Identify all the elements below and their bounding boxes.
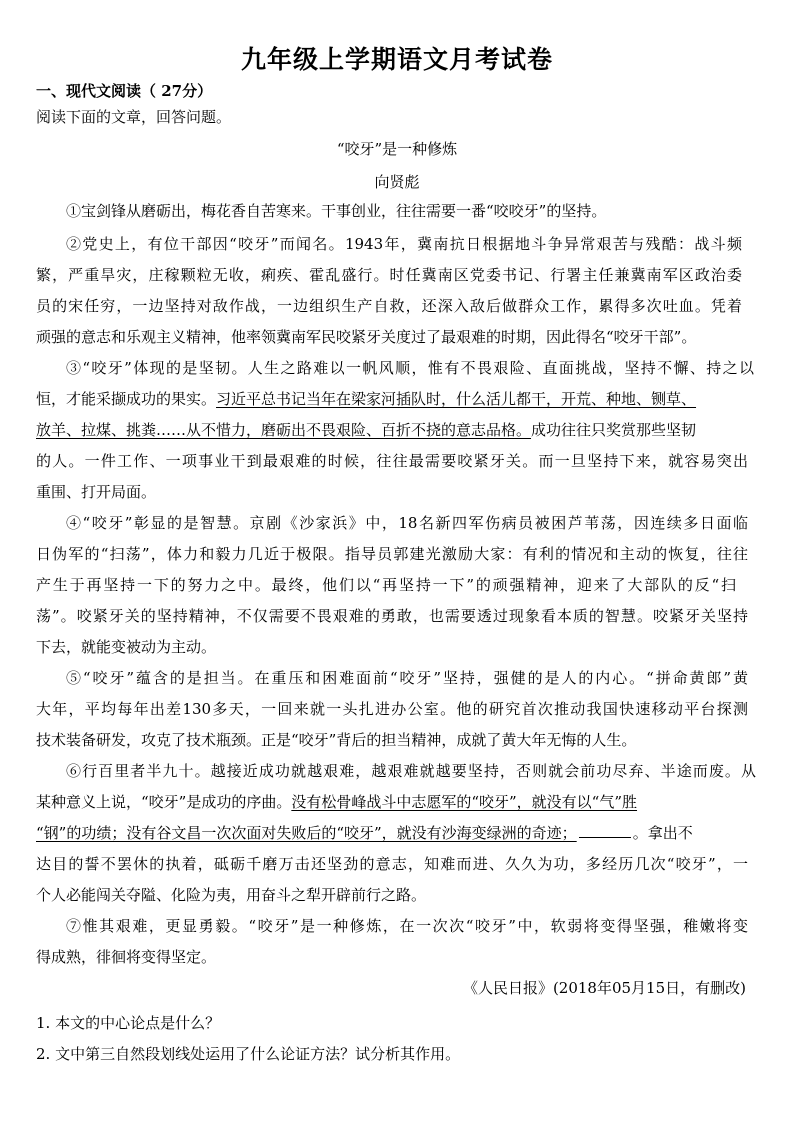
article-author: 向贤彪 xyxy=(374,173,420,191)
paragraph-6-line-4: 达目的誓不罢休的执着，砥砺千磨万击还坚劲的意志，知难而进、久久为功，多经历几次“咬牙”，一 xyxy=(36,855,748,873)
paragraph-5-line-3: 技术装备研发，攻克了技术瓶颈。正是“咬牙”背后的担当精神，成就了黄大年无悔的人生。 xyxy=(36,731,637,749)
underlined-sentence: “钢”的功绩；没有谷文昌一次次面对失败后的“咬牙”，就没有沙海变绿洲的奇迹； xyxy=(36,824,577,842)
paragraph-3-text: 恒，才能采撷成功的果实。 xyxy=(36,390,217,408)
paragraph-2-line-2: 繁，严重旱灾，庄稼颗粒无收，痢疾、霍乱盛行。时任冀南区党委书记、行署主任兼冀南军区政治委 xyxy=(36,266,742,284)
answer-blank[interactable] xyxy=(579,823,631,838)
paragraph-2-line-4: 顽强的意志和乐观主义精神，他率领冀南军民咬紧牙关度过了最艰难的时期，因此得名“咬牙干部”。 xyxy=(36,328,697,346)
paragraph-6-text: 。拿出不 xyxy=(632,824,693,842)
paragraph-6-text: 某种意义上说，“咬牙”是成功的序曲。 xyxy=(36,793,292,811)
paragraph-6-line-3 xyxy=(36,822,693,843)
paragraph-3-line-4: 的人。一件工作、一项事业干到最艰难的时候，往往最需要咬紧牙关。而一旦坚持下来，就容易突出 xyxy=(36,452,748,470)
paragraph-6-line-5: 个人必能闯关夺隘、化险为夷，用奋斗之犁开辟前行之路。 xyxy=(36,886,427,904)
paragraph-1-line-1: ①宝剑锋从磨砺出，梅花香自苦寒来。干事创业，往往需要一番“咬咬牙”的坚持。 xyxy=(66,202,607,220)
paragraph-3-line-5: 重围、打开局面。 xyxy=(36,483,157,501)
paragraph-3-text: 成功往往只奖赏那些坚韧 xyxy=(531,421,697,439)
paragraph-2-line-3: 员的宋任穷，一边坚持对敌作战，一边组织生产自救，还深入敌后做群众工作，累得多次吐血。凭着 xyxy=(36,297,742,315)
section-heading: 一、现代文阅读（ 27分） xyxy=(36,82,213,100)
underlined-sentence: 放羊、拉煤、挑粪……从不惜力，磨砺出不畏艰险、百折不挠的意志品格。 xyxy=(36,421,532,439)
paragraph-6-line-1: ⑥行百里者半九十。越接近成功就越艰难，越艰难就越要坚持，否则就会前功尽弃、半途而废。从 xyxy=(66,762,756,780)
paragraph-4-line-4: 荡”。咬紧牙关的坚持精神，不仅需要不畏艰难的勇敢，也需要透过现象看本质的智慧。咬紧牙关坚持 xyxy=(36,607,748,625)
paragraph-5-line-1: ⑤“咬牙”蕴含的是担当。在重压和困难面前“咬牙”坚持，强健的是人的内心。“拼命黄郎”黄 xyxy=(66,669,748,687)
paragraph-3-line-1: ③“咬牙”体现的是坚韧。人生之路难以一帆风顺，惟有不畏艰险、直面挑战，坚持不懈、持之以 xyxy=(66,359,754,377)
paragraph-7-line-1: ⑦惟其艰难，更显勇毅。“咬牙”是一种修炼，在一次次“咬牙”中，软弱将变得坚强，稚嫩将变 xyxy=(66,917,748,935)
paragraph-4-line-5: 下去，就能变被动为主动。 xyxy=(36,638,217,656)
paragraph-2-line-1: ②党史上，有位干部因“咬牙”而闻名。1943年，冀南抗日根据地斗争异常艰苦与残酷：战斗频 xyxy=(66,235,742,253)
question-1: 1. 本文的中心论点是什么？ xyxy=(36,1014,221,1032)
paragraph-4-line-2: 日伪军的“扫荡”，体力和毅力几近于极限。指导员郭建光激励大家：有利的情况和主动的恢复，往往 xyxy=(36,545,748,563)
article-source: 《人民日报》(2018年05月15日，有删改) xyxy=(462,979,746,997)
instruction-text: 阅读下面的文章，回答问题。 xyxy=(36,108,232,126)
paragraph-3-line-2 xyxy=(36,388,696,409)
underlined-sentence: 习近平总书记当年在梁家河插队时，什么活儿都干，开荒、种地、铡草、 xyxy=(216,390,697,408)
paragraph-7-line-2: 得成熟，徘徊将变得坚定。 xyxy=(36,948,217,966)
paragraph-4-line-1: ④“咬牙”彰显的是智慧。京剧《沙家浜》中，18名新四军伤病员被困芦苇荡，因连续多日面临 xyxy=(66,514,748,532)
paragraph-5-line-2: 大年，平均每年出差130多天，一回来就一头扎进办公室。他的研究首次推动我国快速移动平台探测 xyxy=(36,700,748,718)
question-2: 2. 文中第三自然段划线处运用了什么论证方法？试分析其作用。 xyxy=(36,1045,461,1063)
exam-title: 九年级上学期语文月考试卷 xyxy=(240,45,553,74)
paragraph-4-line-3: 产生于再坚持一下的努力之中。最终，他们以“再坚持一下”的顽强精神，迎来了大部队的反“扫 xyxy=(36,576,736,594)
article-title: “咬牙”是一种修炼 xyxy=(336,140,458,158)
paragraph-6-line-2 xyxy=(36,791,637,812)
underlined-sentence: 没有松骨峰战斗中志愿军的“咬牙”，就没有以“气”胜 xyxy=(291,793,638,811)
paragraph-3-line-3 xyxy=(36,419,696,440)
